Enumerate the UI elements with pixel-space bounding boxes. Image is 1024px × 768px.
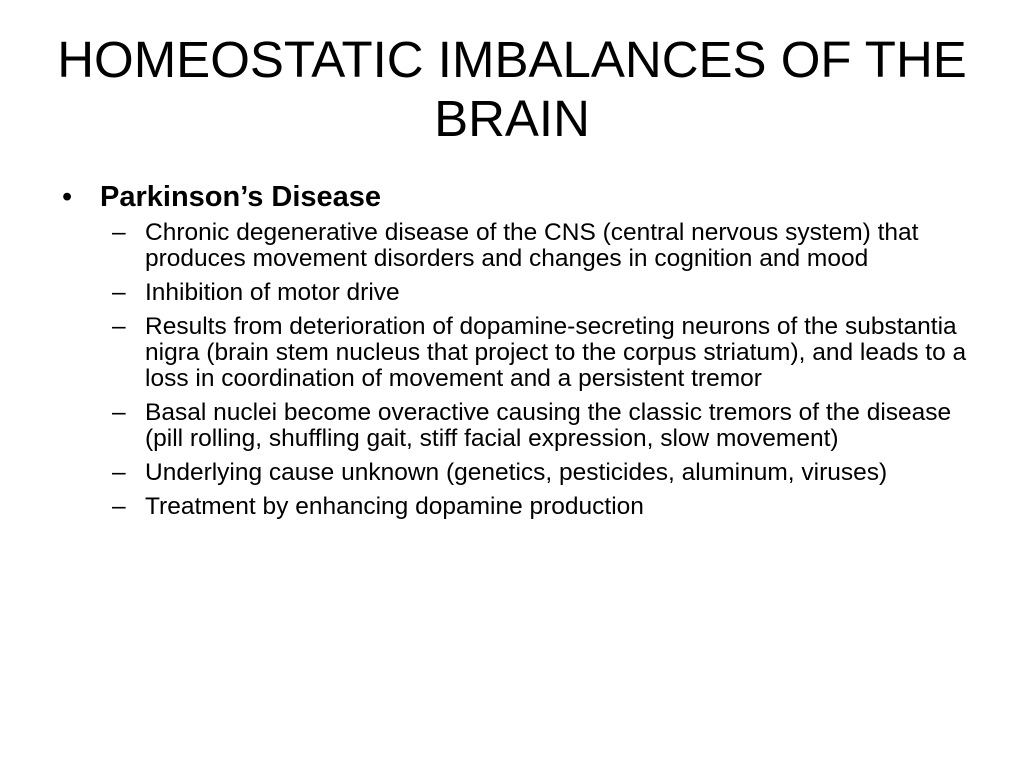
sub-bullet-text: Treatment by enhancing dopamine production	[145, 493, 644, 520]
sub-bullet-text: Inhibition of motor drive	[145, 279, 400, 306]
dash-mark: –	[112, 459, 126, 486]
slide-title: HOMEOSTATIC IMBALANCES OF THE BRAIN	[57, 31, 967, 147]
dash-mark: –	[112, 279, 126, 306]
sub-bullet-item	[60, 314, 980, 392]
sub-bullet-item	[60, 220, 980, 272]
sub-bullet-text: Underlying cause unknown (genetics, pesticides, aluminum, viruses)	[145, 459, 888, 486]
dash-mark: –	[112, 313, 126, 340]
sub-bullet-item	[60, 494, 980, 520]
dash-mark: –	[112, 399, 126, 426]
sub-bullet-item	[60, 400, 980, 452]
sub-bullet-text: Basal nuclei become overactive causing the classic tremors of the disease (pill rolling, shuffling gait, stiff facial expression, slow movement)	[145, 399, 952, 452]
bullet-mark: •	[62, 181, 73, 213]
main-bullet	[60, 180, 980, 214]
main-bullet-text: Parkinson’s Disease	[100, 181, 382, 213]
dash-mark: –	[112, 219, 126, 246]
sub-bullet-list	[60, 220, 980, 520]
dash-mark: –	[112, 493, 126, 520]
sub-bullet-text: Results from deterioration of dopamine-secreting neurons of the substantia nigra (brain stem nucleus that project to the corpus striatum), and leads to a loss in coordination of movement and a persistent tremor	[145, 313, 967, 392]
sub-bullet-item	[60, 460, 980, 486]
sub-bullet-text: Chronic degenerative disease of the CNS (central nervous system) that produces movement disorders and changes in cognition and mood	[145, 219, 919, 272]
slide-content	[60, 180, 980, 528]
sub-bullet-item	[60, 280, 980, 306]
